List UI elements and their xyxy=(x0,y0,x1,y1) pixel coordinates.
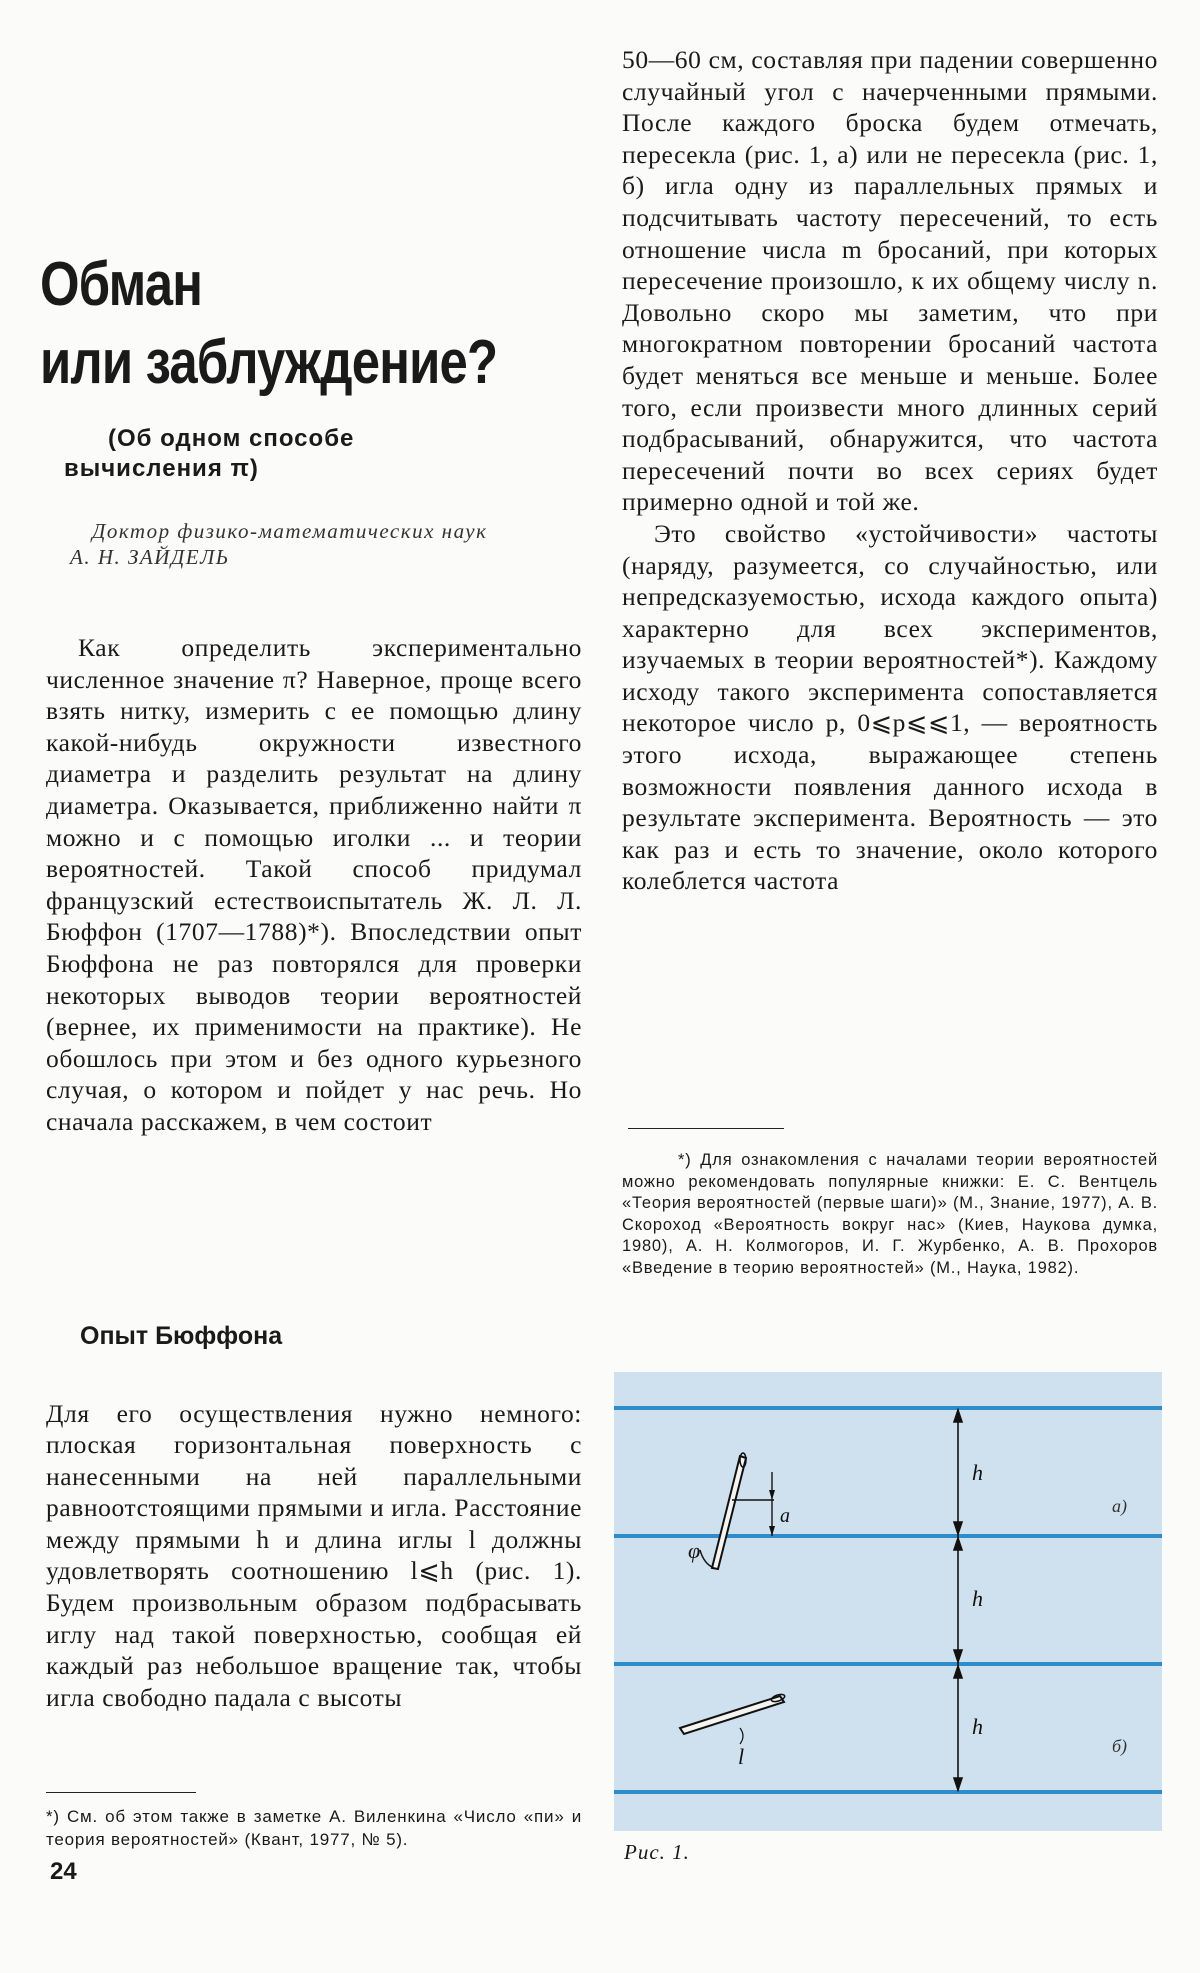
needle-diagram xyxy=(614,1372,1162,1831)
label-case-b: б) xyxy=(1112,1736,1128,1756)
article-title xyxy=(40,246,497,402)
author-name: А. Н. ЗАЙДЕЛЬ xyxy=(70,545,230,569)
subtitle-line-2: вычисления π) xyxy=(64,455,259,482)
label-a: a xyxy=(780,1505,790,1527)
footnote-right xyxy=(622,1150,1158,1279)
intro-paragraph: Как определить экспериментально численное значение π? Наверное, проще всего взять нитку, измерить с ее помощью длину какой-нибудь окружности известного диаметра и разделить результат на длину диаметра. Оказывается, приближенно найти π можно и с помощью иголки ... и теории вероятностей. Такой способ придумал французский естествоиспытатель Ж. Л. Л. Бюффон (1707—1788)*). Впоследствии опыт Бюффона не раз повторялся для проверки некоторых выводов теории вероятностей (вернее, их применимости на практике). Не обошлось при этом и без одного курьезного случая, о котором и пойдет у нас речь. Но сначала расскажем, в чем состоит xyxy=(46,633,582,1136)
figure-caption: Рис. 1. xyxy=(624,1840,690,1864)
title-line-2: или заблуждение? xyxy=(40,328,498,397)
left-column-experiment xyxy=(46,1372,582,1739)
needle-crossing xyxy=(700,1453,775,1569)
experiment-paragraph: Для его осуществления нужно немного: плоская горизонтальная поверхность с нанесенными на ней параллельными равноотстоящими прямыми и игла. Расстояние между прямыми h и длина иглы l должны удовлетворять соотношению l⩽h (рис. 1). Будем произвольным образом подбрасывать иглу над такой поверхностью, сообщая ей каждый раз небольшое вращение так, чтобы игла свободно падала с высоты xyxy=(46,1398,582,1712)
footnote-rule-left xyxy=(46,1792,196,1793)
section-heading: Опыт Бюффона xyxy=(80,1322,283,1350)
label-h-3: h xyxy=(972,1714,983,1739)
footnote-rule-right xyxy=(628,1128,784,1129)
label-phi: φ xyxy=(688,1538,701,1563)
needle-not-crossing xyxy=(680,1693,786,1744)
article-subtitle xyxy=(64,424,354,484)
author-degree: Доктор физико-математических наук xyxy=(92,519,488,543)
title-line-1: Обман xyxy=(40,250,203,319)
left-column-intro xyxy=(46,632,582,1138)
label-h-2: h xyxy=(972,1586,983,1611)
right-column-text xyxy=(622,44,1158,897)
label-l: l xyxy=(738,1744,745,1769)
author-byline xyxy=(70,518,487,570)
page-number: 24 xyxy=(50,1858,77,1885)
footnote-left: *) См. об этом также в заметке А. Виленкина «Число «пи» и теория вероятностей» (Квант, 1977, № 5). xyxy=(46,1807,582,1849)
footnote-right-text: *) Для ознакомления с началами теории вероятностей можно рекомендовать популярные книжки: Е. С. Вентцель «Теория вероятностей (первые шаги)» (М., Знание, 1977), А. В. Скороход «Вероятность вокруг нас» (Киев, Наукова думка, 1980), А. Н. Колмогоров, И. Г. Журбенко, А. В. Прохоров «Введение в теорию вероятностей» (М., Наука, 1982). xyxy=(622,1151,1159,1277)
label-h-1: h xyxy=(972,1460,983,1485)
right-paragraph-2: Это свойство «устойчивости» частоты (наряду, разумеется, со случайностью, или непредсказуемостью, исхода каждого опыта) характерно для всех экспериментов, изучаемых в теории вероятностей*). Каждому исходу такого эксперимента сопоставляется некоторое число p, 0⩽p⩽⩽1, — вероятность этого исхода, выражающее степень возможности появления данного исхода в результате эксперимента. Вероятность — это как раз и есть то значение, около которого колеблется частота xyxy=(622,518,1158,896)
buffon-needle-figure xyxy=(614,1372,1162,1831)
distance-arrows xyxy=(954,1410,962,1790)
label-case-a: а) xyxy=(1112,1496,1127,1516)
subtitle-line-1: (Об одном способе xyxy=(108,425,355,452)
right-paragraph-1: 50—60 см, составляя при падении совершенно случайный угол с начерченными прямыми. После каждого броска будем отмечать, пересекла (рис. 1, а) или не пересекла (рис. 1, б) игла одну из параллельных прямых и подсчитывать частоту пересечений, то есть отношение числа m бросаний, при которых пересечение произошло, к их общему числу n. Довольно скоро мы заметим, что при многократном повторении бросаний частота будет меняться все меньше и меньше. Более того, если произвести много длинных серий подбрасываний, обнаружится, что частота пересечений почти во всех сериях будет примерно одной и той же. xyxy=(622,45,1158,517)
